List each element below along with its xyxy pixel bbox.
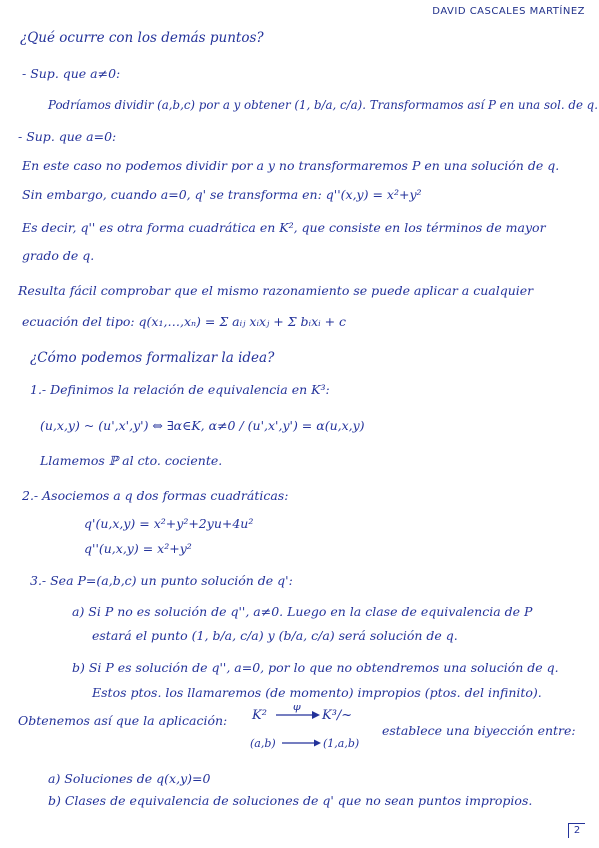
question-heading: ¿Qué ocurre con los demás puntos? bbox=[20, 30, 264, 46]
case-a-zero-text-3: Es decir, q'' es otra forma cuadrática en K², que consiste en los términos de mayor bbox=[22, 220, 546, 235]
quadratic-form-q-double-prime: q''(u,x,y) = x²+y² bbox=[84, 541, 192, 556]
diagram-codomain: K³/~ bbox=[322, 708, 353, 723]
case-a-zero-text-4: grado de q. bbox=[22, 248, 95, 263]
case-a-zero-text-1: En este caso no podemos dividir por a y no transformaremos P en una solución de q. bbox=[22, 158, 560, 173]
step-3a-line-1: a) Si P no es solución de q'', a≠0. Luego en la clase de equivalencia de P bbox=[72, 604, 533, 619]
diagram-domain: K² bbox=[252, 708, 267, 723]
diagram-input: (a,b) bbox=[250, 737, 276, 750]
step-1-heading: 1.- Definimos la relación de equivalencia en K³: bbox=[30, 382, 330, 397]
diagram-arrowhead-top bbox=[312, 711, 320, 719]
step-2-heading: 2.- Asociemos a q dos formas cuadráticas: bbox=[22, 488, 289, 503]
generalization-text: Resulta fácil comprobar que el mismo razonamiento se puede aplicar a cualquier bbox=[18, 283, 534, 298]
page-number: 2 bbox=[568, 823, 585, 838]
diagram-output: (1,a,b) bbox=[323, 737, 360, 750]
step-3a-line-2: estará el punto (1, b/a, c/a) y (b/a, c/a) será solución de q. bbox=[92, 628, 458, 643]
step-3b-line-2: Estos ptos. los llamaremos (de momento) impropios (ptos. del infinito). bbox=[92, 685, 542, 700]
case-a-nonzero-text: Podríamos dividir (a,b,c) por a y obtener (1, b/a, c/a). Transformamos así P en una sol. de q. bbox=[48, 98, 598, 112]
set-b-classes: b) Clases de equivalencia de soluciones de q' que no sean puntos impropios. bbox=[48, 793, 533, 808]
general-equation: ecuación del tipo: q(x₁,…,xₙ) = Σ aᵢⱼ xᵢxⱼ + Σ bᵢxᵢ + c bbox=[22, 314, 347, 329]
set-a-solutions: a) Soluciones de q(x,y)=0 bbox=[48, 771, 211, 786]
step-3b-line-1: b) Si P es solución de q'', a=0, por lo que no obtendremos una solución de q. bbox=[72, 660, 559, 675]
case-a-zero: - Sup. que a=0: bbox=[18, 129, 117, 144]
quadratic-form-q-prime: q'(u,x,y) = x²+y²+2yu+4u² bbox=[84, 516, 254, 531]
map-bijection-text: establece una biyección entre: bbox=[382, 723, 576, 738]
map-intro: Obtenemos así que la aplicación: bbox=[18, 713, 228, 728]
diagram-arrowhead-bottom bbox=[314, 740, 321, 747]
equivalence-relation: (u,x,y) ~ (u',x',y') ⇔ ∃α∈K, α≠0 / (u',x',y') = α(u,x,y) bbox=[40, 418, 365, 433]
mapping-diagram bbox=[250, 705, 370, 755]
step-3-heading: 3.- Sea P=(a,b,c) un punto solución de q': bbox=[30, 573, 293, 588]
case-a-nonzero: - Sup. que a≠0: bbox=[22, 66, 121, 81]
quotient-set: Llamemos ℙ al cto. cociente. bbox=[40, 453, 223, 468]
case-a-zero-text-2: Sin embargo, cuando a=0, q' se transforma en: q''(x,y) = x²+y² bbox=[22, 187, 422, 202]
formalize-question: ¿Cómo podemos formalizar la idea? bbox=[30, 350, 275, 366]
author-name: DAVID CASCALES MARTÍNEZ bbox=[432, 6, 585, 17]
diagram-map-symbol: φ bbox=[293, 705, 301, 713]
